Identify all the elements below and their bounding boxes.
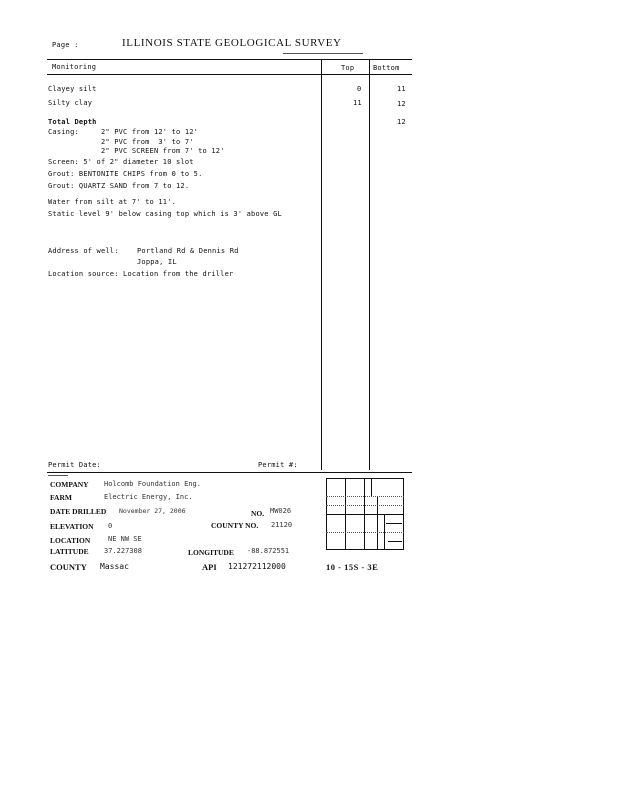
- address-label: Address of well:: [48, 247, 119, 255]
- date-drilled-label: DATE DRILLED: [50, 507, 107, 516]
- county-label: COUNTY: [50, 562, 87, 572]
- title-underline: [283, 53, 363, 54]
- farm-value: Electric Energy, Inc.: [104, 493, 193, 501]
- bottom-column-divider: [369, 59, 370, 470]
- layer-top: 11: [353, 99, 362, 107]
- well-no-value: MW026: [270, 507, 292, 515]
- address-line-1: Portland Rd & Dennis Rd: [137, 247, 239, 255]
- layer-bottom: 11: [397, 85, 406, 93]
- table-bottom-rule: [47, 472, 412, 473]
- company-label: COMPANY: [50, 480, 89, 489]
- address-line-2: Joppa, IL: [137, 258, 177, 266]
- longitude-label: LONGITUDE: [188, 548, 234, 557]
- location-value: NE NW SE: [108, 535, 142, 543]
- company-value: Holcomb Foundation Eng.: [104, 480, 201, 488]
- county-no-label: COUNTY NO.: [211, 521, 259, 530]
- county-no-value: 21120: [271, 521, 293, 529]
- column-header-bottom: Bottom: [373, 64, 400, 72]
- page-label: Page :: [52, 41, 79, 49]
- layer-top: 0: [357, 85, 362, 93]
- note-line: Grout: BENTONITE CHIPS from 0 to 5.: [48, 170, 203, 178]
- latitude-value: 37.227308: [104, 547, 142, 555]
- date-drilled-value: November 27, 2006: [119, 507, 186, 515]
- longitude-value: -88.872551: [247, 547, 290, 555]
- well-no-label: NO.: [251, 509, 265, 518]
- elevation-label: ELEVATION: [50, 522, 94, 531]
- top-column-divider: [321, 59, 322, 470]
- note-line: Water from silt at 7' to 11'.: [48, 198, 177, 206]
- township-range: 10 - 15S - 3E: [326, 562, 379, 572]
- location-source: Location source: Location from the driller: [48, 270, 234, 278]
- farm-label: FARM: [50, 493, 72, 502]
- note-line: 2" PVC SCREEN from 7' to 12': [48, 147, 225, 155]
- note-line: Casing: 2" PVC from 12' to 12': [48, 128, 199, 136]
- api-label: API: [202, 562, 217, 572]
- note-line: Grout: QUARTZ SAND from 7 to 12.: [48, 182, 190, 190]
- elevation-value: 0: [108, 522, 113, 530]
- layer-bottom: 12: [397, 100, 406, 108]
- note-line: 2" PVC from 3' to 7': [48, 138, 194, 146]
- total-depth-value: 12: [397, 118, 406, 126]
- note-line: Screen: 5' of 2" diameter 10 slot: [48, 158, 194, 166]
- section-locator-grid: [326, 478, 404, 550]
- county-value: Massac: [100, 562, 129, 571]
- permit-number-label: Permit #:: [258, 461, 298, 469]
- layer-name: Clayey silt: [48, 85, 97, 93]
- column-header-description: Monitoring: [52, 63, 97, 71]
- permit-date-label: Permit Date:: [48, 461, 101, 469]
- header-bottom-rule: [47, 74, 412, 75]
- latitude-label: LATITUDE: [50, 547, 89, 556]
- total-depth-label: Total Depth: [48, 118, 97, 126]
- note-line: Static level 9' below casing top which is 3' above GL: [48, 210, 282, 218]
- layer-name: Silty clay: [48, 99, 93, 107]
- page-title: ILLINOIS STATE GEOLOGICAL SURVEY: [122, 37, 342, 49]
- permit-underline: [48, 475, 68, 476]
- location-label: LOCATION: [50, 536, 91, 545]
- column-header-top: Top: [341, 64, 355, 72]
- api-value: 121272112000: [228, 562, 286, 571]
- header-top-rule: [47, 59, 412, 60]
